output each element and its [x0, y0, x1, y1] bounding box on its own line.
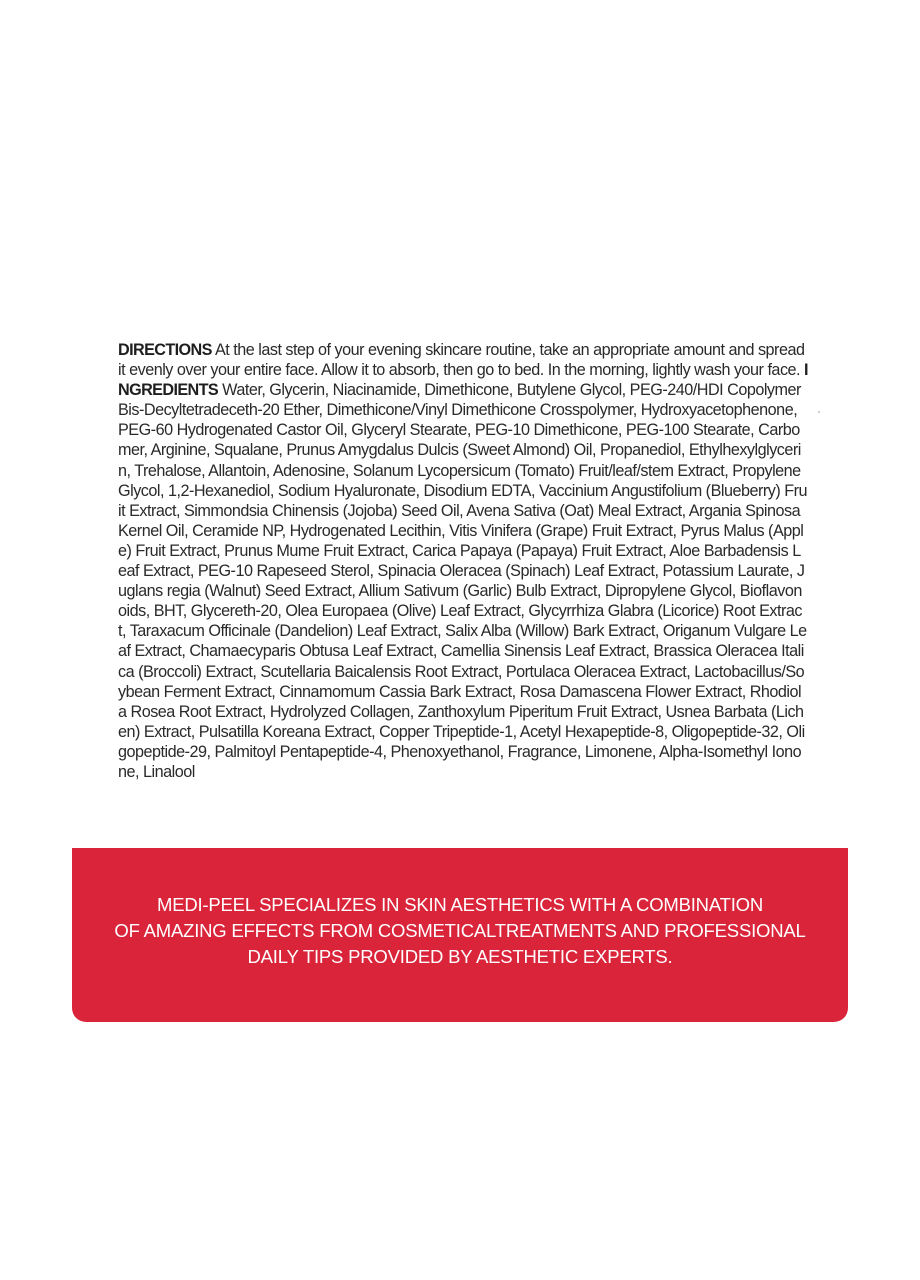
- brand-statement: [114, 892, 805, 970]
- ingredients-label: INGREDIENTS: [118, 361, 808, 400]
- print-speck: [818, 411, 820, 413]
- brand-statement-line: OF AMAZING EFFECTS FROM COSMETICALTREATMENTS AND PROFESSIONAL: [114, 920, 806, 941]
- brand-statement-line: DAILY TIPS PROVIDED BY AESTHETIC EXPERTS.: [247, 946, 673, 967]
- product-info-text: [118, 340, 808, 782]
- brand-statement-line: MEDI-PEEL SPECIALIZES IN SKIN AESTHETICS WITH A COMBINATION: [156, 894, 763, 915]
- ingredients-text: Water, Glycerin, Niacinamide, Dimethicone, Butylene Glycol, PEG-240/HDI Copolymer Bis-Decyltetradeceth-20 Ether, Dimethicone/Vinyl Dimethicone Crosspolymer, Hydroxyacetophenone, PEG-60 Hydrogenated Castor Oil, Glyceryl Stearate, PEG-10 Dimethicone, PEG-100 Stearate, Carbomer, Arginine, Squalane, Prunus Amygdalus Dulcis (Sweet Almond) Oil, Propanediol, Ethylhexylglycerin, Trehalose, Allantoin, Adenosine, Solanum Lycopersicum (Tomato) Fruit/leaf/stem Extract, Propylene Glycol, 1,2-Hexanediol, Sodium Hyaluronate, Disodium EDTA, Vaccinium Angustifolium (Blueberry) Fruit Extract, Simmondsia Chinensis (Jojoba) Seed Oil, Avena Sativa (Oat) Meal Extract, Argania Spinosa Kernel Oil, Ceramide NP, Hydrogenated Lecithin, Vitis Vinifera (Grape) Fruit Extract, Pyrus Malus (Apple) Fruit Extract, Prunus Mume Fruit Extract, Carica Papaya (Papaya) Fruit Extract, Aloe Barbadensis Leaf Extract, PEG-10 Rapeseed Sterol, Spinacia Oleracea (Spinach) Leaf Extract, Potassium Laurate, Juglans regia (Walnut) Seed Extract, Allium Sativum (Garlic) Bulb Extract, Dipropylene Glycol, Bioflavonoids, BHT, Glycereth-20, Olea Europaea (Olive) Leaf Extract, Glycyrrhiza Glabra (Licorice) Root Extract, Taraxacum Officinale (Dandelion) Leaf Extract, Salix Alba (Willow) Bark Extract, Origanum Vulgare Leaf Extract, Chamaecyparis Obtusa Leaf Extract, Camellia Sinensis Leaf Extract, Brassica Oleracea Italica (Broccoli) Extract, Scutellaria Baicalensis Root Extract, Portulaca Oleracea Extract, Lactobacillus/Soybean Ferment Extract, Cinnamomum Cassia Bark Extract, Rosa Damascena Flower Extract, Rhodiola Rosea Root Extract, Hydrolyzed Collagen, Zanthoxylum Piperitum Fruit Extract, Usnea Barbata (Lichen) Extract, Pulsatilla Koreana Extract, Copper Tripeptide-1, Acetyl Hexapeptide-8, Oligopeptide-32, Oligopeptide-29, Palmitoyl Pentapeptide-4, Phenoxyethanol, Fragrance, Limonene, Alpha-Isomethyl Ionone, Linalool: [118, 381, 808, 781]
- brand-banner: [72, 848, 848, 1022]
- directions-text: At the last step of your evening skincare routine, take an appropriate amount and spread it evenly over your entire face. Allow it to absorb, then go to bed. In the morning, lightly wash your face.: [118, 341, 805, 380]
- directions-label: DIRECTIONS: [118, 341, 212, 359]
